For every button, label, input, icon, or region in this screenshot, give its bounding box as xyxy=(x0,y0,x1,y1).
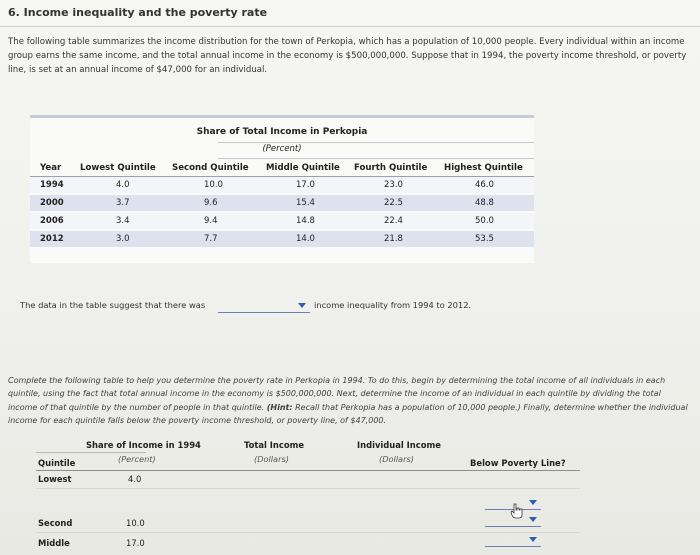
row-share-second: 10.0 xyxy=(126,518,145,528)
header-share-unit: (Percent) xyxy=(118,454,156,464)
row-quintile-middle: Middle xyxy=(38,538,70,548)
row-year: 2012 xyxy=(40,234,64,244)
income-distribution-table xyxy=(30,115,534,263)
fill-in-prefix: The data in the table suggest that there was xyxy=(20,300,206,310)
cell-lowest: 3.7 xyxy=(116,198,130,208)
table-row xyxy=(30,177,534,193)
header-individual-income: Individual Income xyxy=(357,440,441,450)
row-quintile-lowest: Lowest xyxy=(38,474,72,484)
table-row xyxy=(30,213,534,229)
heading-divider xyxy=(0,26,700,27)
below-poverty-dropdown-middle[interactable] xyxy=(485,534,541,547)
header-quintile: Quintile xyxy=(38,458,76,468)
cell-lowest: 4.0 xyxy=(116,180,130,190)
row-share-lowest: 4.0 xyxy=(128,474,142,484)
question-heading: 6. Income inequality and the poverty rate xyxy=(8,6,268,19)
row-share-middle: 17.0 xyxy=(126,538,145,548)
cell-second: 9.6 xyxy=(204,198,218,208)
column-header-highest: Highest Quintile xyxy=(444,163,523,173)
cell-second: 10.0 xyxy=(204,180,223,190)
header-below-poverty-line: Below Poverty Line? xyxy=(470,458,566,468)
title-underline xyxy=(218,142,534,143)
column-header-lowest: Lowest Quintile xyxy=(80,163,156,173)
fill-in-suffix: income inequality from 1994 to 2012. xyxy=(314,300,472,310)
cell-fourth: 22.4 xyxy=(384,216,403,226)
row-quintile-second: Second xyxy=(38,518,73,528)
cell-second: 7.7 xyxy=(204,234,218,244)
row-divider xyxy=(36,532,580,533)
table-subtitle: (Percent) xyxy=(262,144,302,154)
cell-middle: 14.8 xyxy=(296,216,315,226)
cell-middle: 15.4 xyxy=(296,198,315,208)
row-divider xyxy=(36,488,580,489)
table-title: Share of Total Income in Perkopia xyxy=(196,127,368,137)
cell-fourth: 23.0 xyxy=(384,180,403,190)
cell-highest: 46.0 xyxy=(475,180,494,190)
chevron-down-icon xyxy=(529,500,537,505)
hint-label: (Hint: xyxy=(266,402,293,412)
subtitle-underline xyxy=(218,158,534,159)
cell-lowest: 3.4 xyxy=(116,216,130,226)
row-year: 1994 xyxy=(40,180,64,190)
cell-middle: 17.0 xyxy=(296,180,315,190)
row-year: 2006 xyxy=(40,216,64,226)
cell-middle: 14.0 xyxy=(296,234,315,244)
cell-fourth: 21.8 xyxy=(384,234,403,244)
chevron-down-icon xyxy=(529,517,537,522)
cell-highest: 50.0 xyxy=(475,216,494,226)
hint-text: Recall that Perkopia has a population of 10,000 people.) Finally, determine whether the individual income for each quintile falls below the poverty income threshold, or poverty line, of $47,000. xyxy=(8,402,688,426)
column-header-middle: Middle Quintile xyxy=(266,163,340,173)
header-divider xyxy=(36,470,580,471)
instructions-paragraph xyxy=(8,374,692,428)
cell-second: 9.4 xyxy=(204,216,218,226)
instructions-text: Complete the following table to help you determine the poverty rate in Perkopia in 1994. To do this, begin by determining the total income of all individuals in each quintile, using the fact that total annual income in the economy is $500,000,000. Next, determine the income of an individual in each quintile by dividing the total income of that quintile by the number of people in that quintile. xyxy=(8,376,666,412)
header-total-unit: (Dollars) xyxy=(254,454,289,464)
column-header-fourth: Fourth Quintile xyxy=(354,163,428,173)
table-row xyxy=(30,231,534,247)
chevron-down-icon xyxy=(529,537,537,542)
cell-highest: 48.8 xyxy=(475,198,494,208)
header-share-of-income: Share of Income in 1994 xyxy=(86,440,201,450)
column-header-second: Second Quintile xyxy=(172,163,249,173)
inequality-dropdown[interactable] xyxy=(218,300,310,313)
chevron-down-icon xyxy=(298,303,306,308)
table-row xyxy=(30,195,534,211)
hand-cursor-icon xyxy=(510,503,524,519)
header-individual-unit: (Dollars) xyxy=(379,454,414,464)
cell-highest: 53.5 xyxy=(475,234,494,244)
cell-lowest: 3.0 xyxy=(116,234,130,244)
header-total-income: Total Income xyxy=(244,440,304,450)
column-header-year: Year xyxy=(40,163,62,173)
intro-paragraph: The following table summarizes the income distribution for the town of Perkopia, which has a population of 10,000 people. Every individual within an income group earns the same income, and the total annual income in the economy is $500,000,000. Suppose that in 1994, the poverty income threshold, or poverty line, is set at an annual income of $47,000 for an individual. xyxy=(8,37,687,75)
share-header-underline xyxy=(36,452,146,453)
row-year: 2000 xyxy=(40,198,64,208)
cell-fourth: 22.5 xyxy=(384,198,403,208)
